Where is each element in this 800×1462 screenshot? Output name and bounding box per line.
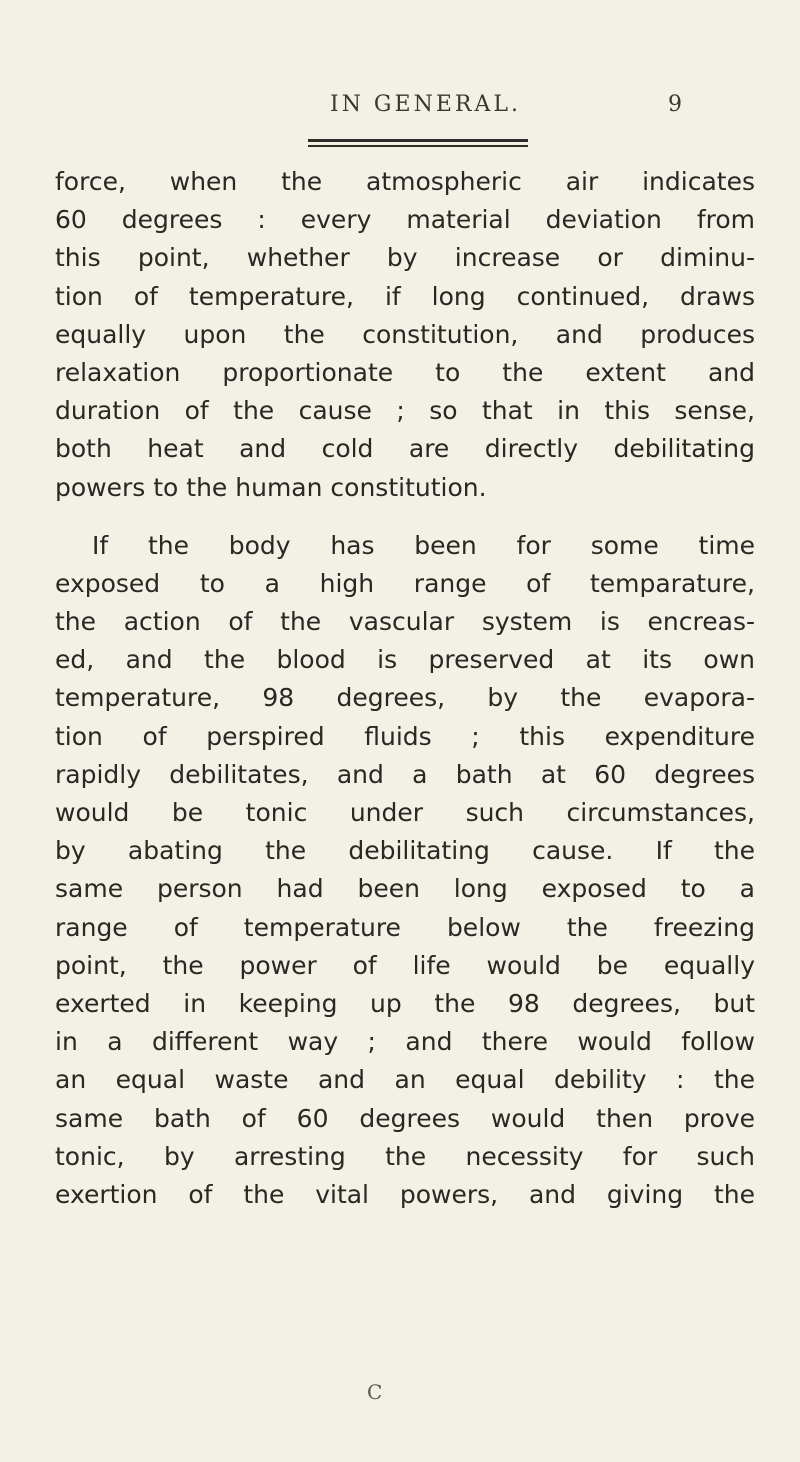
- text-line: If the body has been for some time: [92, 530, 755, 560]
- text-line: by abating the debilitating cause. If the: [55, 836, 755, 866]
- text-line: equally upon the constitution, and produces: [55, 319, 755, 349]
- text-line: powers to the human constitution.: [55, 472, 487, 502]
- running-header: [0, 92, 800, 124]
- text-line: temperature, 98 degrees, by the evapora-: [55, 683, 755, 713]
- body-text: [55, 163, 755, 1214]
- text-line: 60 degrees : every material deviation from: [55, 205, 755, 235]
- paragraph-2: [55, 527, 755, 1214]
- signature-mark: C: [367, 1380, 383, 1404]
- text-line: tonic, by arresting the necessity for such: [55, 1141, 755, 1171]
- text-line: point, the power of life would be equally: [55, 950, 755, 980]
- text-line: this point, whether by increase or diminu-: [55, 243, 755, 273]
- page-number: 9: [668, 92, 685, 117]
- text-line: in a different way ; and there would follow: [55, 1027, 755, 1057]
- text-line: same bath of 60 degrees would then prove: [55, 1103, 755, 1133]
- text-line: duration of the cause ; so that in this sense,: [55, 396, 755, 426]
- text-line: exertion of the vital powers, and giving the: [55, 1179, 755, 1209]
- text-line: range of temperature below the freezing: [55, 912, 755, 942]
- text-line: exerted in keeping up the 98 degrees, but: [55, 988, 755, 1018]
- text-line: tion of perspired fluids ; this expenditure: [55, 721, 755, 751]
- text-line: ed, and the blood is preserved at its own: [55, 645, 755, 675]
- text-line: rapidly debilitates, and a bath at 60 degrees: [55, 759, 755, 789]
- text-line: force, when the atmospheric air indicates: [55, 167, 755, 196]
- header-rule-secondary: [308, 145, 528, 147]
- running-title: IN GENERAL.: [330, 92, 521, 117]
- header-rule: [308, 139, 528, 142]
- text-line: same person had been long exposed to a: [55, 874, 755, 904]
- text-line: exposed to a high range of temparature,: [55, 568, 755, 598]
- paragraph-1: [55, 163, 755, 507]
- text-line: tion of temperature, if long continued, draws: [55, 281, 755, 311]
- text-line: would be tonic under such circumstances,: [55, 798, 755, 827]
- text-line: an equal waste and an equal debility : the: [55, 1065, 755, 1095]
- text-line: both heat and cold are directly debilitating: [55, 434, 755, 464]
- text-line: relaxation proportionate to the extent and: [55, 357, 755, 387]
- text-line: the action of the vascular system is encreas-: [55, 607, 755, 637]
- paragraph-gap: [55, 507, 755, 527]
